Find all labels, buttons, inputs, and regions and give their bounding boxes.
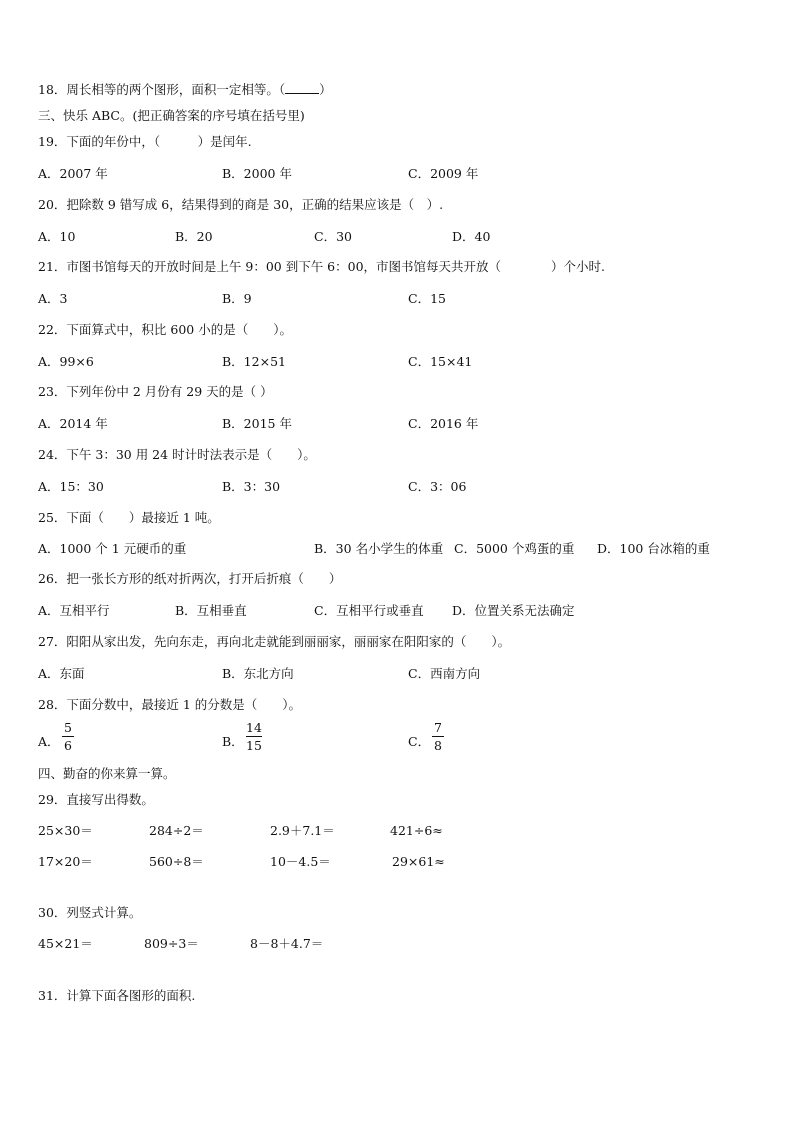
calc-item[interactable]: 10－4.5＝ [270, 854, 331, 869]
question-18-close: ） [319, 82, 332, 97]
q24-option-a[interactable]: A．15：30 [38, 479, 104, 494]
q24-option-c[interactable]: C．3：06 [408, 479, 467, 494]
q23-option-a[interactable]: A．2014 年 [38, 416, 108, 431]
question-19: 19．下面的年份中，（ ）是闰年. [38, 134, 252, 149]
q27-option-b[interactable]: B．东北方向 [222, 666, 294, 681]
q26-option-a[interactable]: A．互相平行 [38, 603, 110, 618]
denominator: 15 [246, 738, 262, 753]
q21-option-b[interactable]: B．9 [222, 291, 252, 306]
question-27: 27．阳阳从家出发，先向东走，再向北走就能到丽丽家，丽丽家在阳阳家的（ ）。 [38, 634, 511, 649]
q26-option-b[interactable]: B．互相垂直 [175, 603, 247, 618]
q23-option-b[interactable]: B．2015 年 [222, 416, 292, 431]
fraction-bar [432, 736, 444, 737]
calc-item[interactable]: 17×20＝ [38, 854, 93, 869]
question-20: 20．把除数 9 错写成 6，结果得到的商是 30，正确的结果应该是（ ）. [38, 197, 444, 212]
section-3-heading: 三、快乐 ABC。(把正确答案的序号填在括号里) [38, 108, 305, 123]
calc-item[interactable]: 2.9＋7.1＝ [270, 823, 335, 838]
q21-option-a[interactable]: A．3 [38, 291, 68, 306]
answer-blank[interactable] [285, 82, 319, 94]
question-24: 24．下午 3：30 用 24 时计时法表示是（ ）。 [38, 447, 316, 462]
q28-option-c-fraction[interactable] [432, 721, 444, 752]
q24-option-b[interactable]: B．3：30 [222, 479, 281, 494]
q19-option-b[interactable]: B．2000 年 [222, 166, 292, 181]
q25-option-a[interactable]: A．1000 个 1 元硬币的重 [38, 541, 187, 556]
q20-option-a[interactable]: A．10 [38, 229, 76, 244]
numerator: 5 [64, 720, 72, 735]
q27-option-c[interactable]: C．西南方向 [408, 666, 481, 681]
q28-option-a-fraction[interactable] [62, 721, 74, 752]
denominator: 8 [434, 738, 442, 753]
calc-item[interactable]: 421÷6≈ [390, 823, 443, 838]
fraction-bar [246, 736, 262, 737]
q28-option-a-label[interactable]: A． [38, 734, 60, 749]
calc-item[interactable]: 284÷2＝ [149, 823, 204, 838]
question-18-text: 18．周长相等的两个图形，面积一定相等。（ [38, 82, 286, 97]
q26-option-c[interactable]: C．互相平行或垂直 [314, 603, 424, 618]
calc-item[interactable]: 809÷3＝ [144, 936, 199, 951]
question-23: 23．下列年份中 2 月份有 29 天的是（ ） [38, 384, 273, 399]
calc-item[interactable]: 29×61≈ [392, 854, 445, 869]
q22-option-c[interactable]: C．15×41 [408, 354, 473, 369]
q22-option-a[interactable]: A．99×6 [38, 354, 94, 369]
q23-option-c[interactable]: C．2016 年 [408, 416, 479, 431]
q25-option-b[interactable]: B．30 名小学生的体重 [314, 541, 444, 556]
numerator: 14 [246, 720, 262, 735]
q20-option-b[interactable]: B．20 [175, 229, 213, 244]
q25-option-d[interactable]: D．100 台冰箱的重 [597, 541, 710, 556]
q22-option-b[interactable]: B．12×51 [222, 354, 286, 369]
numerator: 7 [434, 720, 442, 735]
q19-option-c[interactable]: C．2009 年 [408, 166, 479, 181]
question-22: 22．下面算式中，积比 600 小的是（ ）。 [38, 322, 292, 337]
question-29: 29．直接写出得数。 [38, 792, 154, 807]
q28-option-b-fraction[interactable] [246, 721, 262, 752]
q25-option-c[interactable]: C．5000 个鸡蛋的重 [454, 541, 575, 556]
question-18 [38, 82, 332, 98]
q20-option-c[interactable]: C．30 [314, 229, 352, 244]
q19-option-a[interactable]: A．2007 年 [38, 166, 108, 181]
question-26: 26．把一张长方形的纸对折两次，打开后折痕（ ） [38, 571, 342, 586]
fraction-bar [62, 736, 74, 737]
q21-option-c[interactable]: C．15 [408, 291, 446, 306]
question-25: 25．下面（ ）最接近 1 吨。 [38, 510, 220, 525]
q20-option-d[interactable]: D．40 [452, 229, 491, 244]
q28-option-c-label[interactable]: C． [408, 734, 431, 749]
calc-item[interactable]: 8－8＋4.7＝ [250, 936, 324, 951]
calc-item[interactable]: 45×21＝ [38, 936, 93, 951]
question-31: 31．计算下面各图形的面积. [38, 988, 196, 1003]
calc-item[interactable]: 560÷8＝ [149, 854, 204, 869]
calc-item[interactable]: 25×30＝ [38, 823, 93, 838]
section-4-heading: 四、勤奋的你来算一算。 [38, 766, 176, 781]
q26-option-d[interactable]: D．位置关系无法确定 [452, 603, 575, 618]
question-28: 28．下面分数中，最接近 1 的分数是（ ）。 [38, 697, 302, 712]
question-30: 30．列竖式计算。 [38, 905, 142, 920]
denominator: 6 [64, 738, 72, 753]
q27-option-a[interactable]: A．东面 [38, 666, 85, 681]
question-21: 21．市图书馆每天的开放时间是上午 9：00 到下午 6：00，市图书馆每天共开放（ ）个小时. [38, 259, 606, 274]
q28-option-b-label[interactable]: B． [222, 734, 244, 749]
